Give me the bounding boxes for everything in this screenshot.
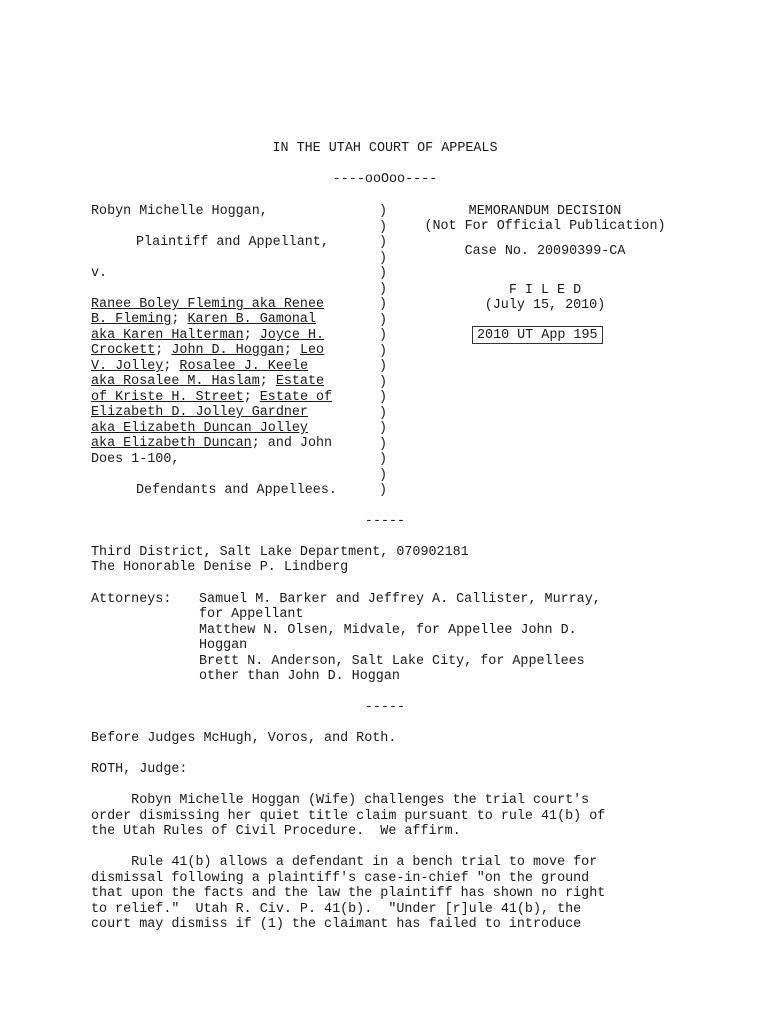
- attorney-line: other than John D. Hoggan: [199, 669, 400, 684]
- defendant-name: Crockett: [91, 343, 156, 358]
- separator: ;: [259, 374, 276, 389]
- decision-type: MEMORANDUM DECISION: [468, 204, 622, 219]
- defendant-name: Karen B. Gamonal: [187, 312, 317, 327]
- case-number: Case No. 20090399-CA: [464, 244, 626, 259]
- separator: ;: [155, 343, 172, 358]
- defendant-name: Estate of: [259, 390, 333, 405]
- separator: ; and John: [251, 436, 333, 451]
- separator: ;: [243, 390, 260, 405]
- defendant-name: Leo: [299, 343, 325, 358]
- court-name: IN THE UTAH COURT OF APPEALS: [272, 141, 498, 156]
- attorney-line: Samuel M. Barker and Jeffrey A. Callister, Murray,: [199, 592, 601, 607]
- separator: ;: [243, 328, 260, 343]
- paragraph-line: court may dismiss if (1) the claimant has failed to introduce: [91, 917, 582, 932]
- section-separator: -----: [364, 700, 406, 715]
- defendant-name: V. Jolley: [91, 359, 164, 374]
- defendants-line-6: [91, 374, 324, 390]
- defendants-line-8: [91, 405, 308, 421]
- paragraph-line: order dismissing her quiet title claim pursuant to rule 41(b) of: [91, 809, 606, 824]
- defendants-line-11: Does 1-100,: [91, 452, 180, 467]
- defendants-line-10: [91, 436, 332, 452]
- defendant-name: John D. Hoggan: [171, 343, 284, 358]
- attorney-line: Hoggan: [199, 638, 248, 653]
- filed-label: F I L E D: [508, 283, 582, 298]
- district-info: Third District, Salt Lake Department, 070902181: [91, 545, 469, 560]
- trial-judge: The Honorable Denise P. Lindberg: [91, 560, 349, 575]
- defendants-line-1: [91, 297, 324, 313]
- citation-box: 2010 UT App 195: [472, 326, 603, 344]
- paragraph-line: the Utah Rules of Civil Procedure. We affirm.: [91, 824, 461, 839]
- attorney-line: Matthew N. Olsen, Midvale, for Appellee John D.: [199, 623, 577, 638]
- defendant-name: aka Karen Halterman: [91, 328, 244, 343]
- caption-paren-column: ) ) ) ) ) ) ) ) ) ) ) ) ) ) ) ) ) ) ): [379, 204, 388, 498]
- separator: ;: [163, 359, 180, 374]
- defendant-name: aka Rosalee M. Haslam: [91, 374, 260, 389]
- plaintiff-role: Plaintiff and Appellant,: [136, 235, 329, 250]
- paragraph-line: that upon the facts and the law the plaintiff has shown no right: [91, 886, 606, 901]
- plaintiff-name: Robyn Michelle Hoggan,: [91, 204, 268, 219]
- defendant-name: aka Elizabeth Duncan: [91, 436, 252, 451]
- defendant-name: aka Elizabeth Duncan Jolley: [91, 421, 308, 436]
- defendant-name: of Kriste H. Street: [91, 390, 244, 405]
- defendants-line-9: [91, 421, 308, 437]
- separator: ;: [171, 312, 188, 327]
- paragraph-line: Rule 41(b) allows a defendant in a bench trial to move for: [91, 855, 598, 870]
- opinion-author: ROTH, Judge:: [91, 762, 188, 777]
- separator: ;: [283, 343, 300, 358]
- attorney-line: Brett N. Anderson, Salt Lake City, for Appellees: [199, 654, 585, 669]
- defendants-line-5: [91, 359, 308, 375]
- defendant-name: Elizabeth D. Jolley Gardner: [91, 405, 308, 420]
- defendant-name: Ranee Boley Fleming aka Renee: [91, 297, 325, 312]
- paragraph-line: dismissal following a plaintiff's case-in-chief "on the ground: [91, 871, 590, 886]
- defendant-name: Estate: [275, 374, 325, 389]
- filed-date: (July 15, 2010): [484, 298, 606, 313]
- paragraph-line: to relief." Utah R. Civ. P. 41(b). "Under [r]ule 41(b), the: [91, 902, 582, 917]
- paragraph-line: Robyn Michelle Hoggan (Wife) challenges the trial court's: [91, 793, 590, 808]
- publication-note: (Not For Official Publication): [424, 219, 666, 234]
- defendant-name: Rosalee J. Keele: [179, 359, 308, 374]
- attorneys-label: Attorneys:: [91, 592, 172, 607]
- panel-judges: Before Judges McHugh, Voros, and Roth.: [91, 731, 397, 746]
- header-divider: ----ooOoo----: [332, 172, 438, 187]
- section-separator: -----: [364, 514, 406, 529]
- defendants-line-4: [91, 343, 324, 359]
- defendants-line-3: [91, 328, 324, 344]
- defendant-role: Defendants and Appellees.: [136, 483, 337, 498]
- attorney-line: for Appellant: [199, 607, 304, 622]
- defendants-line-7: [91, 390, 332, 406]
- defendant-name: B. Fleming: [91, 312, 172, 327]
- defendants-line-2: [91, 312, 316, 328]
- defendant-name: Joyce H.: [259, 328, 325, 343]
- versus: v.: [91, 266, 108, 281]
